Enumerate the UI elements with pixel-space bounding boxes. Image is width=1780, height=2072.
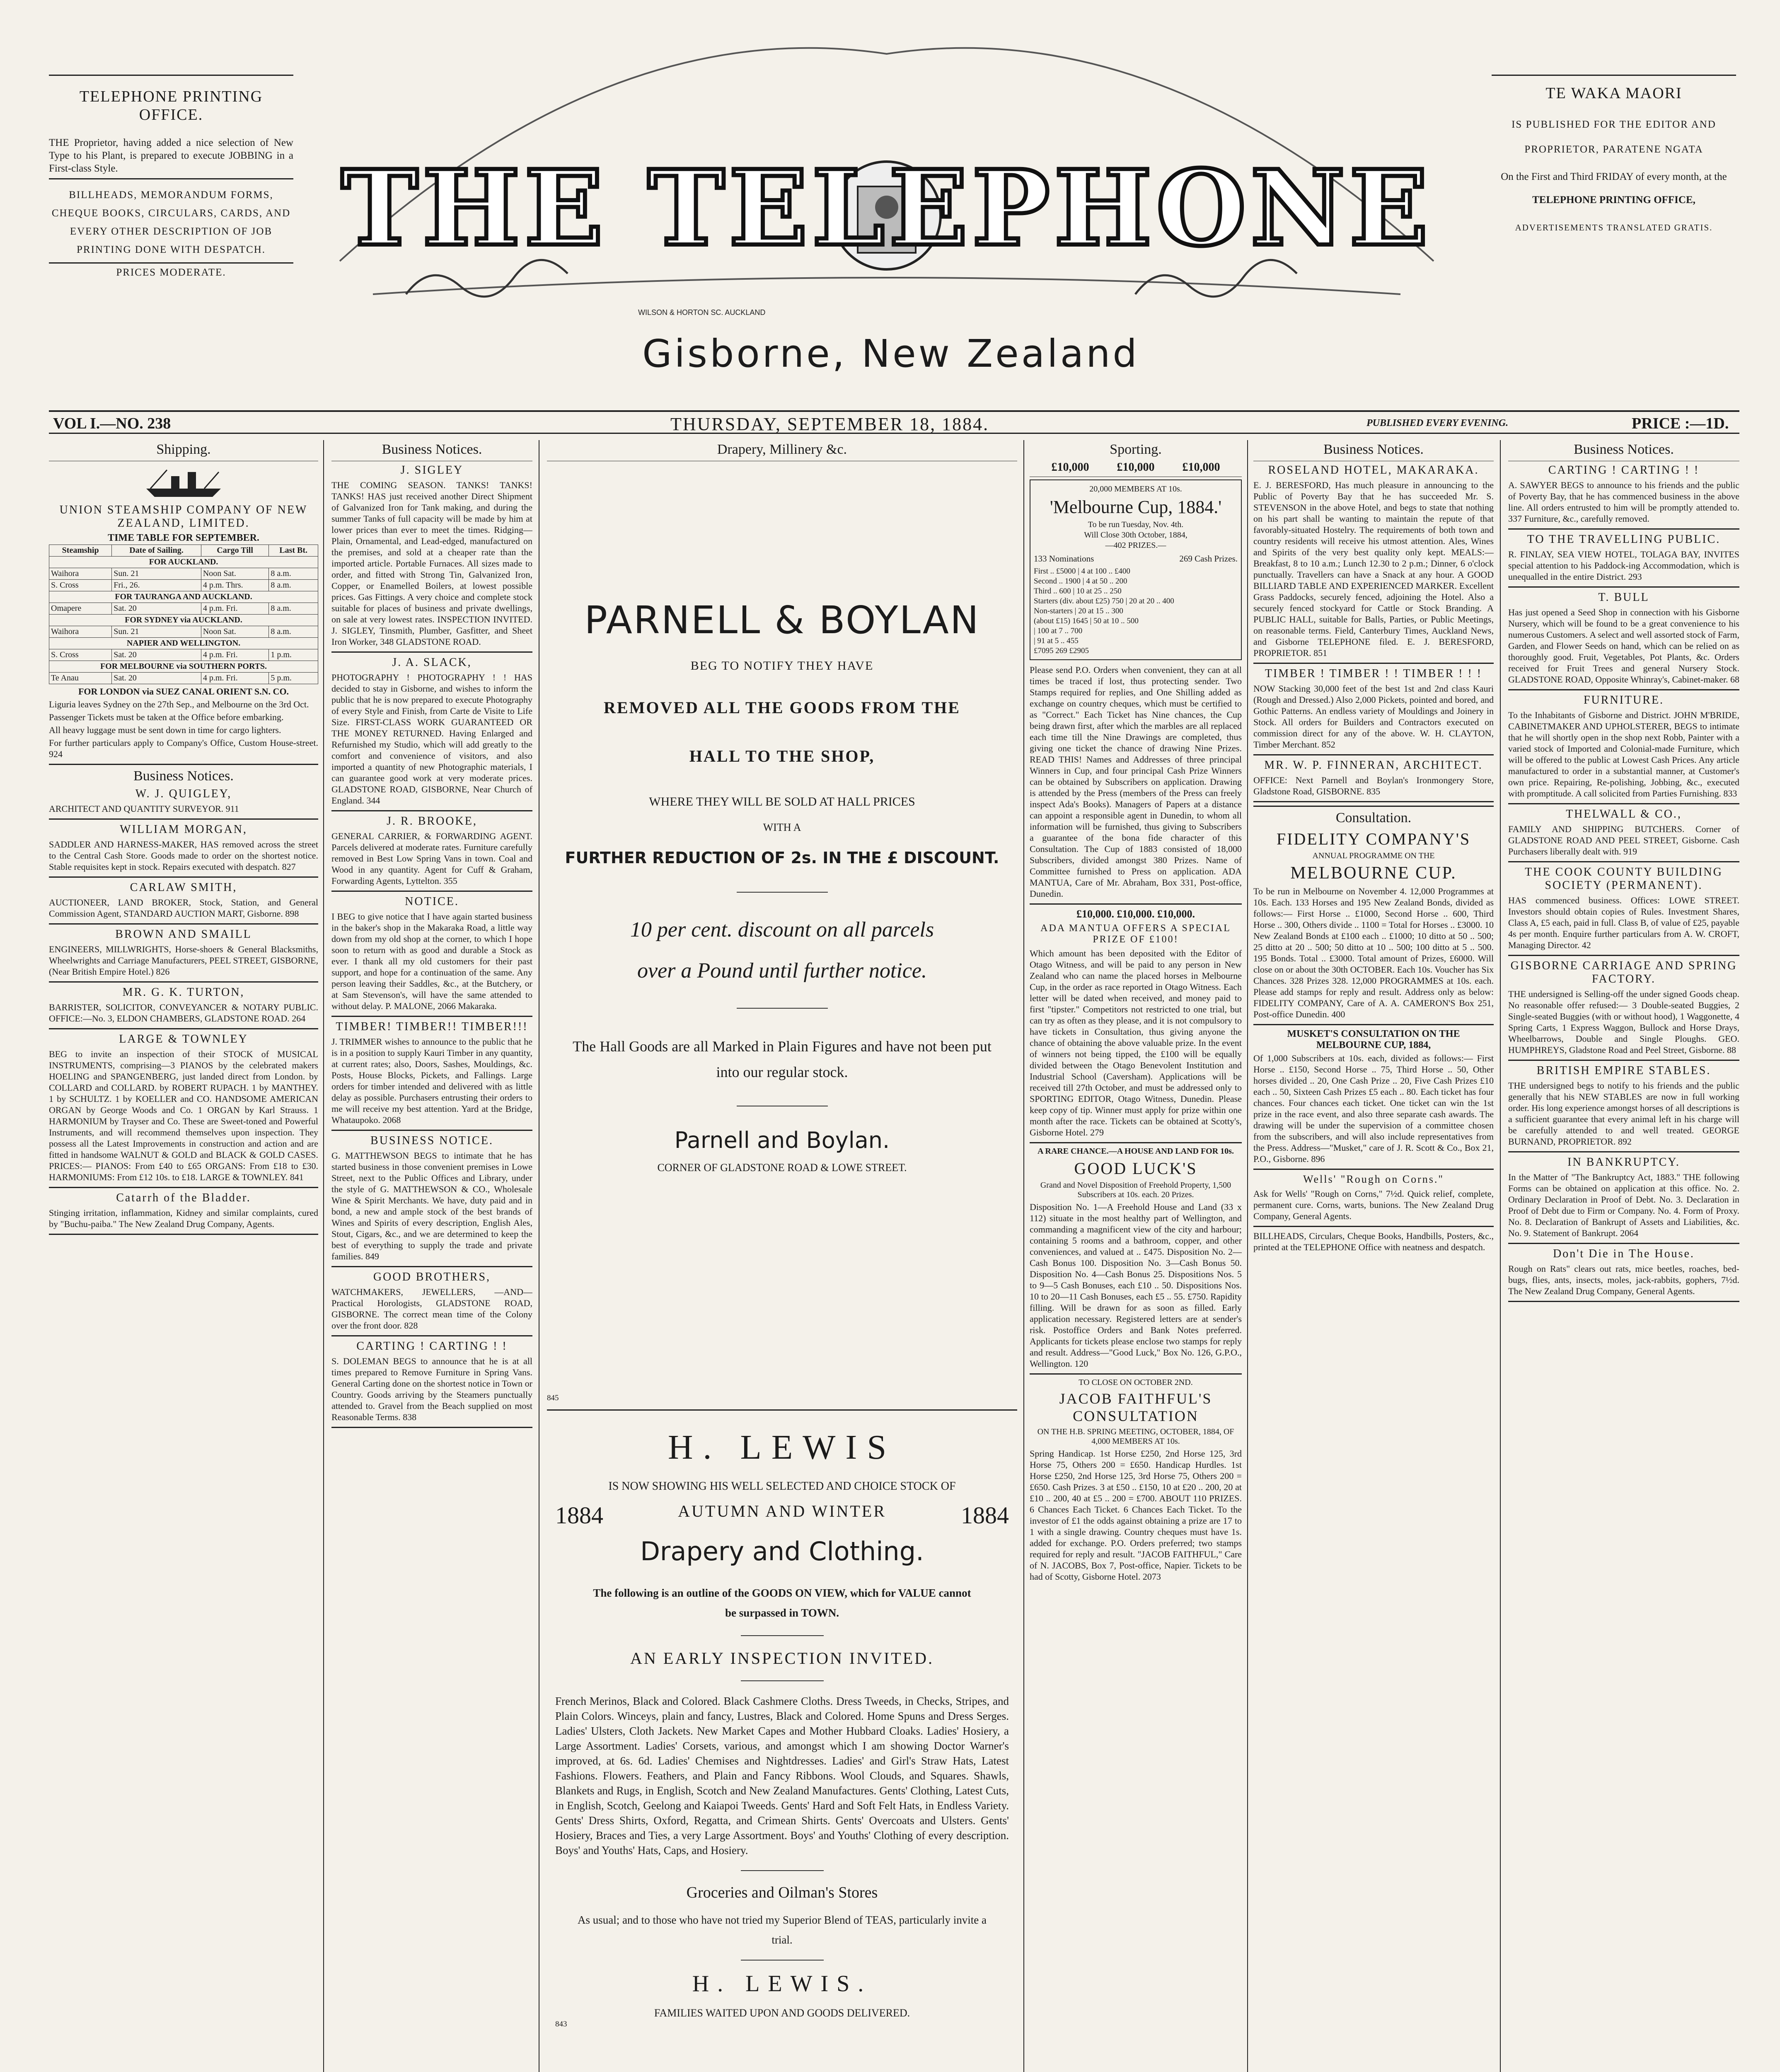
business-ad (331, 656, 532, 806)
ad-title: J. A. SLACK, (392, 656, 472, 669)
ad-title: MR. G. K. TURTON, (122, 986, 245, 999)
prize-line: Second .. 1900 | 4 at 50 .. 200 (1034, 577, 1127, 586)
ad-title: TO THE TRAVELLING PUBLIC. (1527, 533, 1721, 546)
cup-noms: 133 Nominations (1034, 554, 1094, 564)
musket-ad (1253, 1029, 1494, 1164)
business-ad (49, 928, 318, 977)
timetable (49, 545, 318, 684)
ad-title: MUSKET'S CONSULTATION ON THE MELBOURNE CUP, 1884, (1287, 1029, 1460, 1051)
ad-title: J. SIGLEY (400, 464, 464, 477)
ship-note: Liguria leaves Sydney on the 27th Sep., and Melbourne on the 3rd Oct. (49, 699, 309, 709)
table-cell: Waihora (49, 568, 112, 580)
ad-body: GENERAL CARRIER, & FORWARDING AGENT. Parcels delivered at moderate rates. Furniture carefully removed in Best Low Spring Vans in town. Coal and Wood in any quantity. Agent for Cuff & Graham, Forwarding Agents, Lyttelton. 355 (331, 831, 532, 886)
ad-signature: Parnell and Boylan. (674, 1127, 890, 1153)
table-cell: Noon Sat. (201, 626, 269, 638)
ad-title: J. R. BROOKE, (387, 815, 477, 828)
table-row (49, 568, 318, 580)
ad-title: LARGE & TOWNLEY (119, 1033, 248, 1046)
masthead-engraver: WILSON & HORTON SC. AUCKLAND (638, 308, 766, 317)
ad-body: ENGINEERS, MILLWRIGHTS, Horse-shoers & General Blacksmiths, Wheelwrights and Carriage Manufacturers, PEEL STREET, GISBORNE, (Near British Empire Hotel.) 826 (49, 944, 318, 977)
year-left: 1884 (555, 1502, 603, 1529)
route-heading: NAPIER AND WELLINGTON. (49, 638, 318, 649)
ad-line: BEG TO NOTIFY THEY HAVE (690, 659, 874, 673)
ad-close: TO CLOSE ON OCTOBER 2ND. (1079, 1378, 1193, 1387)
ad-body: WATCHMAKERS, JEWELLERS, —AND— Practical Horologists, GLADSTONE ROAD, GISBORNE. The correct mean time of the Colony over the front door. 828 (331, 1287, 532, 1331)
ad-title: TIMBER ! TIMBER ! ! TIMBER ! ! ! (1265, 667, 1483, 680)
hall-goods: The Hall Goods are all Marked in Plain Figures and have not been put into our regular stock. (573, 1038, 992, 1080)
route-heading: FOR SYDNEY via AUCKLAND. (49, 615, 318, 626)
discount-line: over a Pound until further notice. (637, 959, 927, 983)
masthead-title: THE TELEPHONE (341, 147, 1432, 269)
ad-body: Which amount has been deposited with the Editor of Otago Witness, and will be paid to any person in New Zealand who can name the placed horses in Melbourne Cup, in the order as race reported in Otago Witness. Each letter will be dated when received, and money paid to first "tipster." Competitors not restricted to one trial, but can try as often as they please, and it is not compulsory to have tickets in Consultation, thus giving anyone the chance of obtaining the above valuable prize. In the event of winners not being tipped, the £100 will be equally divided between the Otago Benevolent Institution and Industrial School (Caversham). Applications will be received till 27th October, and must be addressed only to SPORTING EDITOR, Otago Witness, Dunedin. Please keep copy of tip. Winner must apply for prize within one month after the race. Tickets can be obtained at Scotty's, Gisborne Hotel. 279 (1030, 948, 1242, 1138)
business-ad (331, 1134, 532, 1262)
steamship-ad (49, 464, 318, 760)
prize-line: Third .. 600 | 10 at 25 .. 250 (1034, 587, 1122, 595)
te-waka-maori-title: TE WAKA MAORI (1545, 85, 1682, 102)
ad-line: WITH A (763, 821, 801, 833)
table-cell: Omapere (49, 603, 112, 615)
ad-title: FURNITURE. (1583, 694, 1664, 707)
business-ad (331, 895, 532, 1012)
table-cell: Noon Sat. (201, 568, 269, 580)
ad-title: CARTING ! CARTING ! ! (356, 1340, 508, 1353)
table-row (49, 673, 318, 684)
ad-title: WILLIAM MORGAN, (120, 823, 247, 836)
ad-title: THELWALL & CO., (1566, 808, 1682, 821)
masthead (0, 0, 1780, 406)
company-name: UNION STEAMSHIP COMPANY OF NEW ZEALAND, LIMITED. (59, 503, 308, 530)
column-business-6 (1508, 440, 1739, 2072)
table-cell: Sun. 21 (112, 626, 201, 638)
section-heading: Business Notices. (382, 442, 482, 457)
ad-title: JACOB FAITHFUL'S CONSULTATION (1059, 1390, 1212, 1424)
table-header: Cargo Till (201, 545, 269, 557)
business-ad (49, 1191, 318, 1230)
ad-cup: MELBOURNE CUP. (1290, 864, 1457, 883)
ad-title: GISBORNE CARRIAGE AND SPRING FACTORY. (1510, 959, 1737, 985)
billheads-ad (1253, 1230, 1494, 1253)
ad-title: BUSINESS NOTICE. (370, 1134, 493, 1147)
ad-body: HAS commenced business. Offices: LOWE STREET. Investors should obtain copies of Rules. Investment Shares, Class A, £5 each, paid in full. Class B, of value of £25, payable 4s per month. Enquire further particulars from A. W. CROFT, Managing Director. 42 (1508, 895, 1739, 950)
ad-number: 845 (547, 1394, 559, 1402)
ad-number: 843 (555, 2020, 567, 2028)
table-cell: Waihora (49, 626, 112, 638)
business-ad (1508, 464, 1739, 524)
ad-title: IN BANKRUPTCY. (1567, 1156, 1680, 1169)
ad-line: HALL TO THE SHOP, (689, 747, 875, 765)
table-cell: Sun. 21 (112, 568, 201, 580)
ad-body: Rough on Rats" clears out rats, mice beetles, roaches, bed-bugs, flies, ants, insects, moles, jack-rabbits, gophers, 7½d. The New Zealand Drug Company, General Agents. (1508, 1264, 1739, 1296)
fidelity-ad (1253, 829, 1494, 1020)
section-heading: Consultation. (1335, 810, 1412, 825)
inspection-invited: AN EARLY INSPECTION INVITED. (630, 1649, 934, 1668)
ad-title: ADA MANTUA OFFERS A SPECIAL PRIZE OF £100! (1040, 923, 1231, 945)
business-ad (49, 787, 318, 814)
ad-body: E. J. BERESFORD, Has much pleasure in announcing to the Public of Poverty Bay that he has succeeded Mr. S. STEVENSON in the above Hotel, and begs to state that nothing on his part shall be wanting to maintain the repute of that favorably-situated Hostelry. The requirements of both town and country residents will receive his utmost attention. Ales, Wines and Spirits of the very best quality only kept. MEALS:—Breakfast, 8 to 10 a.m.; Lunch 12.30 to 2 p.m.; Dinner, 6 o'clock punctually. Travellers can have a Snack at any hour. A GOOD BILLIARD TABLE AND EXPERIENCED MARKER. Excellent Grass Paddocks, securely fenced, adjoining the Hotel. Also a securely fenced stockyard for Cattle or Stock Branding. A PUBLIC HALL, suitable for Balls, Parties, or Public Meetings, on reasonable terms. Field, Canterbury Times, Auckland News, and Gisborne TELEPHONE filed. E. J. BERESFORD, PROPRIETOR. 851 (1253, 480, 1494, 658)
column-business-5 (1253, 440, 1494, 2072)
ad-body: Stinging irritation, inflammation, Kidney and similar complaints, cured by "Buchu-paiba." The New Zealand Drug Company, Agents. (49, 1208, 318, 1229)
business-ad (1508, 533, 1739, 582)
table-header: Last Bt. (269, 545, 318, 557)
ad-title: MR. W. P. FINNERAN, ARCHITECT. (1264, 759, 1483, 772)
business-ad (1253, 667, 1494, 750)
ad-body: Disposition No. 1—A Freehold House and Land (33 x 112) situate in the most healthy part of Wellington, and commanding a magnificent view of the city and harbour; containing 5 rooms and a bathroom, copper, and other conveniences, and valued at .. £475. Disposition No. 2—Cash Bonus 100. Disposition No. 3—Cash Bonus 50. Disposition No. 4—Cash Bonus 25. Dispositions Nos. 5 to 9—5 Cash Bonuses, each £10 .. 50. Dispositions Nos. 10 to 20—11 Cash Bonuses, each £5 .. 55. £750. Rapidity filling. Will be drawn for as soon as filled. Early application necessary. Registered letters are at sender's risk. Postoffice Orders and Bank Notes preferred. Applicants for tickets please enclose two stamps for reply and result. Address—"Good Luck," Box No. 126, G.P.O., Wellington. 120 (1030, 1202, 1242, 1369)
ad-body: BEG to invite an inspection of their STOCK of MUSICAL INSTRUMENTS, comprising—3 PIANOS by the celebrated makers HOELING and SPANGENBERG, just landed direct from London. by COLLARD and COLLARD. by ROBERT RUPACH. 1 by MANTHEY. 1 by SCHULTZ. 1 by KOELLER and CO. HANDSOME AMERICAN ORGAN by George Woods and Co. 1 ORGAN by Karl Strauss. 1 HARMONIUM by Trayser and Co. These are Sweet-toned and Powerful Instruments, and will recommend themselves upon inspection. They possess all the Latest Improvements in construction and action and are fitted in handsome WALNUT & GOLD and BLACK & GOLD CASES. PRICES:— PIANOS: From £40 to £65 ORGANS: From £18 to £30. HARMONIUMS: From £12 10s. to £18. LARGE & TOWNLEY. 841 (49, 1049, 318, 1182)
cup-members: 20,000 MEMBERS AT 10s. (1089, 484, 1182, 494)
prize-line: | 100 at 7 .. 700 (1034, 627, 1083, 635)
business-ad (331, 1271, 532, 1331)
table-cell: 8 a.m. (269, 626, 318, 638)
table-row (49, 649, 318, 661)
prize-line: £7095 269 £2905 (1034, 646, 1089, 655)
table-row (49, 603, 318, 615)
business-ad (1508, 959, 1739, 1055)
business-ad (1508, 1064, 1739, 1147)
cup-text: Please send P.O. Orders when convenient, they can at all times be traced if lost, thus protecting sender. Two Stamps required for replies, and One Shilling added as exchange on country cheques, which must be certified to as "Correct." Each Ticket has Nine chances, the Cup being drawn first, after which the marbles are all replaced each time till the Nine Drawings are completed, thus giving one ticket the chance of drawing Nine Prizes. READ THIS! Names and Addresses of three principal Winners in Cup, and four principal Cash Prize Winners can be obtained by Subscribers on application. Drawing is attended by the Press (members of the Press can freely inspect Ada's Books). Managers of Papers at a distance can appoint a responsible agent in Dunedin, to whom all information will be furnished, thus giving to Subscribers a guarantee of the bona fide character of this Consultation. The Cup of 1883 consisted of 18,000 Subscribers, divided amongst 380 Prizes. Name of Committee furnished to Press on application. ADA MANTUA, Care of Mr. Abraham, Box 331, Post-office, Dunedin. (1030, 665, 1242, 899)
published-note: PUBLISHED EVERY EVENING. (1366, 418, 1509, 428)
cup-title: 'Melbourne Cup, 1884.' (1050, 497, 1222, 517)
ad-title: FIDELITY COMPANY'S (1276, 830, 1471, 848)
table-row (49, 661, 318, 673)
table-cell: 4 p.m. Fri. (201, 603, 269, 615)
ad-sub: ON THE H.B. SPRING MEETING, OCTOBER, 1884, OF 4,000 MEMBERS AT 10s. (1037, 1427, 1234, 1446)
business-ad (1508, 694, 1739, 799)
business-ad (49, 881, 318, 919)
ad-line: WHERE THEY WILL BE SOLD AT HALL PRICES (649, 795, 915, 808)
ad-body: R. FINLAY, SEA VIEW HOTEL, TOLAGA BAY, INVITES special attention to his Paddock-ing Accommodation, which is unequalled in the entire District. 293 (1508, 549, 1739, 582)
cup-ad (1030, 479, 1242, 660)
ad-body: THE undersigned is Selling-off the under signed Goods cheap. No reasonable offer refused:— 3 Double-seated Buggies, 2 Single-seated Buggies (with or without hood), 1 Waggonette, 4 Spring Carts, 1 Express Waggon, Bullock and Horse Drays, Wheelbarrows, Double and Single Ploughs. GEO. HUMPHREYS, Gladstone Road and Peel Street, Gisborne. 88 (1508, 989, 1739, 1055)
ad-body: OFFICE: Next Parnell and Boylan's Ironmongery Store, Gladstone Road, GISBORNE. 835 (1253, 775, 1494, 796)
table-cell: 4 p.m. Thrs. (201, 580, 269, 591)
volume-number: VOL I.—NO. 238 (53, 415, 171, 432)
ad-sub: Grand and Novel Disposition of Freehold Property, 1,500 Subscribers at 10s. each. 20 Prizes. (1040, 1181, 1231, 1199)
issue-date: THURSDAY, SEPTEMBER 18, 1884. (670, 414, 989, 434)
money-row: £10,000 £10,000 £10,000 (1051, 461, 1220, 474)
ad-body: Has just opened a Seed Shop in connection with his Gisborne Nursery, which will be found to be a great convenience to his numerous Customers. A select and well assorted stock of Farm, Garden, and Flower Seeds on hand, which can be relied on as thoroughly good. Fruit, Vegetables, Pot Plants, &c. Orders received for Fruit Trees and general Nursery Stock. GLADSTONE ROAD, Opposite Whinray's, Cabinet-maker. 68 (1508, 607, 1739, 685)
ad-body: SADDLER AND HARNESS-MAKER, HAS removed across the street to the Central Cash Store. Goods made to order on the shortest notice. Stable requisites kept in stock. Repairs executed with despatch. 827 (49, 839, 318, 872)
business-ad (1253, 759, 1494, 797)
business-ad (49, 823, 318, 872)
column-shipping (49, 440, 318, 2072)
business-ad (1508, 1156, 1739, 1239)
ad-body: THE undersigned begs to notify to his friends and the public generally that his NEW STABLES are now in full working order. His long experience amongst horses of all descriptions is a sufficient guarantee that every animal left in his charge will be carefully attended to and well treated. GEORGE BURNAND, PROPRIETOR. 892 (1508, 1080, 1739, 1147)
table-cell: S. Cross (49, 649, 112, 661)
ad-body: NOW Stacking 30,000 feet of the best 1st and 2nd class Kauri (Rough and Dressed.) Also 2,000 Pickets, pointed and bored, and Gothic Patterns. An endless variety of Mouldings and Joinery in Stock. All orders for Builders and Contractors executed on commission direct for any of the above. W. H. CLAYTON, Timber Merchant. 852 (1253, 683, 1494, 750)
table-row (49, 580, 318, 591)
groceries: Groceries and Oilman's Stores (686, 1884, 878, 1901)
route-heading: FOR AUCKLAND. (49, 557, 318, 568)
printing-office-line: THE Proprietor, having added a nice selection of New Type to his Plant, is prepared to execute JOBBING in a First-class Style. (49, 137, 293, 174)
table-cell: 8 a.m. (269, 603, 318, 615)
printing-office-line: BILLHEADS, MEMORANDUM FORMS, CHEQUE BOOKS, CIRCULARS, CARDS, AND EVERY OTHER DESCRIPTION OF JOB PRINTING DONE WITH DESPATCH. (51, 189, 291, 255)
table-cell: 4 p.m. Fri. (201, 673, 269, 684)
wells-ad (1253, 1173, 1494, 1222)
table-row (49, 591, 318, 603)
ad-body: PHOTOGRAPHY ! PHOTOGRAPHY ! ! HAS decided to stay in Gisborne, and wishes to inform the public that he is now prepared to execute Photography of every Style and Finish, from Carte de Visite to Life Size. FIRST-CLASS WORK GUARANTEED OR THE MONEY RETURNED. Having Enlarged and Refurnished my Studio, which will add greatly to the comfort and convenience of visitors, and also imported a quantity of new Photographic materials, I can guarantee good work at very moderate prices. GLADSTONE ROAD, GISBORNE, Near Church of England. 344 (331, 672, 532, 806)
cup-run: To be run Tuesday, Nov. 4th. (1088, 520, 1184, 529)
printing-office-title: TELEPHONE PRINTING OFFICE. (79, 88, 263, 123)
ad-body: ARCHITECT AND QUANTITY SURVEYOR. 911 (49, 804, 239, 814)
ship-note: Passenger Tickets must be taken at the Office before embarking. (49, 712, 284, 722)
business-ad (1508, 591, 1739, 685)
ada-ad (1030, 908, 1242, 1138)
prize-line: | 91 at 5 .. 455 (1034, 637, 1079, 645)
ad-body: BARRISTER, SOLICITOR, CONVEYANCER & NOTARY PUBLIC. OFFICE:—No. 3, ELDON CHAMBERS, GLADSTONE ROAD. 264 (49, 1002, 318, 1024)
business-ad (49, 986, 318, 1024)
section-heading: Business Notices. (1574, 442, 1674, 457)
ad-body: Ask for Wells' "Rough on Corns," 7½d. Quick relief, complete, permanent cure. Corns, warts, bunions. The New Zealand Drug Company, General Agents. (1253, 1188, 1494, 1221)
table-row (49, 615, 318, 626)
ad-body: To the Inhabitants of Gisborne and District. JOHN M'BRIDE, CABINETMAKER AND UPHOLSTERER, BEGS to intimate that he will shortly open in the shop next Robb, Painter with a varied stock of Imported and Colonial-made Furniture, which will be offered to the public at Lowest Cash Prices. Any article manufactured to order in a substantial manner, at Customer's own price. Repairing, Re-polishing, Jobbing, &c., executed with promptitude. A call solicited from Parties Furnishing. 833 (1508, 710, 1739, 799)
outline-text: The following is an outline of the GOODS ON VIEW, which for VALUE cannot be surpassed in TOWN. (593, 1587, 971, 1619)
table-cell: S. Cross (49, 580, 112, 591)
steamship-icon (142, 464, 225, 501)
business-ad (331, 815, 532, 886)
ad-title: ROSELAND HOTEL, MAKARAKA. (1268, 464, 1479, 477)
ad-title: CARLAW SMITH, (130, 881, 237, 894)
ad-title: GOOD BROTHERS, (373, 1271, 491, 1283)
jacob-ad (1030, 1378, 1242, 1582)
ship-note: All heavy luggage must be sent down in time for cargo lighters. (49, 725, 281, 735)
ad-title: TIMBER! TIMBER!! TIMBER!!! (336, 1020, 528, 1033)
goods-list: French Merinos, Black and Colored. Black Cashmere Cloths. Dress Tweeds, in Checks, Stripes, and Plain Colors. Winceys, plain and fancy, Lustres, Black and Colored. Home Spuns and Dress Serges. Ladies' Ulsters, Cloth Jackets. New Market Capes and Mother Hubbard Cloaks. Ladies' Hosiery, a Large Assortment. Ladies' Corsets, various, and amongst which I am showing Doctor Warner's improved, at 6s. 6d. Ladies' Chemises and Nightdresses. Ladies' and Girl's Straw Hats, Latest Fashions. Flowers. Feathers, and Plain and Fancy Ribbons. Wool Clouds, and Squares. Shawls, Blankets and Rugs, in English, Scotch and New Zealand Manufactures. Gents' Clothing, Latest Cuts, in English, Scotch, Geelong and Kaiapoi Tweeds. Gents' Hard and Soft Felt Hats, in Endless Variety. Gents' Dress Shirts, Oxford, Regatta, and Crimean Shirts. Gents' Overcoats and Ulsters. Gents' Hosiery, Braces and Ties, a very Large Assortment. Boys' and Youths' Clothing of every description. Boys' and Youths' Hats, Caps, and Hosiery. (555, 1695, 1009, 1857)
cup-close: Will Close 30th October, 1884, (1084, 530, 1187, 540)
business-ad (1508, 808, 1739, 857)
business-ad (331, 1340, 532, 1423)
ad-body: BILLHEADS, Circulars, Cheque Books, Handbills, Posters, &c., printed at the TELEPHONE Office with neatness and despatch. (1253, 1231, 1494, 1252)
money-row: £10,000. £10,000. £10,000. (1076, 908, 1195, 920)
ad-body: G. MATTHEWSON BEGS to intimate that he has started business in those convenient premises in Lowe Street, next to the Public Offices and Library, under the style of G. MATTHEWSON & CO., Wholesale Wine & Spirit Merchants. We have, duty paid and in bond, a new and ample stock of the best brands of Wines and Spirits of every description, English Ales, Stout, Cigars, &c., and we are determined to keep the best of everything to supply the trade and private families. 849 (331, 1150, 532, 1261)
table-row (49, 638, 318, 649)
ad-body: S. DOLEMAN BEGS to announce that he is at all times prepared to Remove Furniture in Spring Vans. General Carting done on the shortest notice in Town or Country. Goods arriving by the Steamers punctually attended to. Gravel from the Beach supplied on most Reasonable Terms. 838 (331, 1356, 532, 1422)
printing-office-box (49, 75, 293, 333)
masthead-place: Gisborne, New Zealand (642, 332, 1139, 376)
te-waka-maori-line: TELEPHONE PRINTING OFFICE, (1532, 194, 1695, 206)
table-cell: Fri., 26. (112, 580, 201, 591)
ad-title: CARTING ! CARTING ! ! (1548, 464, 1700, 477)
ad-body: Spring Handicap. 1st Horse £250, 2nd Horse 125, 3rd Horse 75, Others 200 = £650. Handicap Hurdles. 1st Horse £250, 2nd Horse 125, 3rd Horse 75, Others 200 = £650. Cash Prizes. 3 at £50 .. £150, 10 at £20 .. 200, 20 at £10 .. 200, 40 at £5 .. 200 = £700. ABOUT 110 PRIZES. 6 Chances Each Ticket. 6 Chances Each Ticket. To the investor of £1 the odds against obtaining a prize are 17 to 1 with a single drawing. Country cheques must have 1s. added for exchange. P.O. Orders preferred; two stamps required for reply and result. "JACOB FAITHFUL," Care of N. JACOBS, Box 7, Post-office, Napier. Tickets to be had of Scotty, Gisborne Hotel. 2073 (1030, 1448, 1242, 1582)
prize-line: (about £15) 1645 | 50 at 10 .. 500 (1034, 617, 1139, 625)
prize-line: Non-starters | 20 at 15 .. 300 (1034, 607, 1123, 615)
ad-signature: H. LEWIS. (692, 1971, 872, 1997)
dateline (49, 410, 1739, 434)
ad-title: Catarrh of the Bladder. (116, 1191, 251, 1204)
te-waka-maori-box (1492, 75, 1736, 333)
ad-body: In the Matter of "The Bankruptcy Act, 1883." THE following Forms can be obtained on application at this office. No. 2. Ordinary Declaration in Proof of Debt. No. 3. Declaration in Proof of Debt due to Firm or Company. No. 4. Form of Proxy. No. 8. Declaration of Bankrupt of Assets and Liabilities, &c. No. 9. Statement of Bankrupt. 2064 (1508, 1172, 1739, 1238)
ad-body: FAMILY AND SHIPPING BUTCHERS. Corner of GLADSTONE ROAD AND PEEL STREET, Gisborne. Cash Purchasers liberally dealt with. 919 (1508, 824, 1739, 857)
ad-title: W. J. QUIGLEY, (135, 787, 232, 800)
parnell-boylan-ad (547, 598, 1017, 1406)
ad-body: A. SAWYER BEGS to announce to his friends and the public of Poverty Bay, that he has commenced business in the above line. All orders entrusted to him will be promptly attended to. 337 Furniture, &c., carefully removed. (1508, 480, 1739, 524)
business-ad (1253, 464, 1494, 658)
price: PRICE :—1D. (1632, 415, 1729, 432)
ad-body: AUCTIONEER, LAND BROKER, Stock, Station, and General Commission Agent, STANDARD AUCTION MART, Gisborne. 898 (49, 897, 318, 919)
table-cell: 8 a.m. (269, 580, 318, 591)
section-heading: Business Notices. (133, 768, 234, 784)
masthead-title-art (323, 29, 1450, 319)
year-right: 1884 (961, 1502, 1009, 1529)
lewis-ad (547, 1427, 1017, 2029)
ad-line: IS NOW SHOWING HIS WELL SELECTED AND CHOICE STOCK OF (608, 1480, 956, 1493)
ad-title: GOOD LUCK'S (1074, 1159, 1197, 1178)
table-cell: 4 p.m. Fri. (201, 649, 269, 661)
timetable-title: TIME TABLE FOR SEPTEMBER. (108, 533, 259, 543)
printing-office-line: PRICES MODERATE. (116, 267, 226, 278)
table-cell: 5 p.m. (269, 673, 318, 684)
ad-body: Of 1,000 Subscribers at 10s. each, divided as follows:— First Horse .. £150, Second Horse .. 75, Third Horse .. 50, Other horses divided .. 20, One Cash Prize .. 20, Five Cash Prizes £10 each .. 50, Sixteen Cash Prizes £5 each .. 80. Each ticket has four chances. Four chances each ticket. One ticket can win the 1st prize in the race event, and also three separate cash awards. The drawing will be under the supervision of a committee chosen from the subscribers, and will also include representatives from the Press. Address—"Musket," care of J. R. Scott & Co., Box 21, P.O., Gisborne. 896 (1253, 1053, 1494, 1164)
route-heading: FOR MELBOURNE via SOUTHERN PORTS. (49, 661, 318, 673)
business-ad (1508, 866, 1739, 951)
ad-title: THE COOK COUNTY BUILDING SOCIETY (PERMANENT). (1525, 866, 1723, 892)
table-row (49, 626, 318, 638)
table-row (49, 557, 318, 568)
season: AUTUMN AND WINTER (678, 1502, 886, 1520)
ship-note: For further particulars apply to Company's Office, Custom House-street. 924 (49, 738, 318, 759)
ad-sub: ANNUAL PROGRAMME ON THE (1312, 851, 1435, 860)
ad-body: To be run in Melbourne on November 4. 12,000 Programmes at 10s. Each. 133 Horses and 195 New Zealand Bonds, divided as follows:— First Horse .. £1000, Second Horse .. 600, Third Horse .. 300, Others divide .. 1100 = Total for Horses .. £3000. 10 New Zealand Bonds at £100 each .. £1000; 10 ditto at 50 .. 500; 25 ditto at 20 .. 500; 50 ditto at 10 .. 500; 100 ditto at 5 .. 500. 195 Bonds. Total .. £3000. Total amount of Prizes, £6000. Will close on or about the 30th OCTOBER. Each 10s. Voucher has Six Chances. 328 Prizes 328. 12,000 PROGRAMMES at 10s. each. Please add stamps for reply and result. Address only as below: FIDELITY COMPANY, Care of A. A. CAMERON'S Box 251, Post-office Dunedin. 400 (1253, 886, 1494, 1019)
ad-title: H. LEWIS (668, 1428, 897, 1467)
ad-title: T. BULL (1598, 591, 1649, 604)
column-drapery (547, 440, 1017, 2072)
business-ad (331, 464, 532, 647)
table-header: Date of Sailing. (112, 545, 201, 557)
table-cell: 8 a.m. (269, 568, 318, 580)
ad-body: J. TRIMMER wishes to announce to the public that he is in a position to supply Kauri Timber in any quantity, at current rates; also, Doors, Sashes, Mouldings, &c. Posts, House Blocks, Pickets, and Fallings. Large orders for timber intended and delivered with as little delay as possible. Purchasers entrusting their orders to me will receive my best attention. Yard at the Bridge, Whataupoko. 2068 (331, 1036, 532, 1125)
ad-line: REMOVED ALL THE GOODS FROM THE (604, 698, 960, 717)
table-cell: Sat. 20 (112, 603, 201, 615)
ad-title: A RARE CHANCE.—A HOUSE AND LAND FOR 10s. (1038, 1147, 1234, 1156)
ad-address: CORNER OF GLADSTONE ROAD & LOWE STREET. (657, 1162, 907, 1174)
section-heading: Drapery, Millinery &c. (717, 442, 847, 457)
route-heading: FOR TAURANGA AND AUCKLAND. (49, 591, 318, 603)
ad-title: PARNELL & BOYLAN (584, 598, 980, 642)
section-heading: Sporting. (1110, 442, 1162, 457)
te-waka-maori-line: On the First and Third FRIDAY of every month, at the (1501, 171, 1727, 182)
section-heading: Business Notices. (1323, 442, 1424, 457)
column-sporting (1030, 440, 1242, 2072)
table-header: Steamship (49, 545, 112, 557)
prize-line: Starters (div. about £25) 750 | 20 at 20 .. 400 (1034, 597, 1174, 605)
cup-prizes: —402 PRIZES.— (1105, 541, 1166, 550)
ad-title: Wells' "Rough on Corns." (1303, 1173, 1444, 1185)
teas-text: As usual; and to those who have not tried my Superior Blend of TEAS, particularly invite a trial. (577, 1914, 987, 1946)
ad-title: BRITISH EMPIRE STABLES. (1536, 1064, 1711, 1077)
ad-body: I BEG to give notice that I have again started business in the baker's shop in the Makaraka Road, a little way down from my old shop at the corner, to which I hope soon to return with as good and durable a Stock as ever. I thank all my old customers for their past support, and hope for a continuation of the same. Any person leaving their Saddles, &c., at the Butchery, or at Sam Stevenson's, will have the same attended to without delay. P. MALONE, 2066 Makaraka. (331, 911, 532, 1011)
business-ad (49, 1033, 318, 1183)
drapery-clothing: Drapery and Clothing. (640, 1536, 924, 1566)
ad-body: THE COMING SEASON. TANKS! TANKS! TANKS! HAS just received another Direct Shipment of Galvanized Iron for Tank making, and during the summer Tanks of full capacity will be made by him at lower prices than ever to meet the times. Ridging—Plain, Ornamental, and Lead-edged, manufactured on the premises, and sold at a cheaper rate than the imported article. Portable Furnaces. All sizes made to order, and fitted with Strong Tin, Galvanized Iron, Copper, or Enamelled Boilers, at lowest possible prices. Gas Fittings. A very choice and complete stock suitable for places of business and private dwellings, on sale at very lowest rates. INSPECTION INVITED. J. SIGLEY, Tinsmith, Plumber, Gasfitter, and Sheet Iron Worker, 348 GLADSTONE ROAD. (331, 480, 532, 647)
te-waka-maori-line: ADVERTISEMENTS TRANSLATED GRATIS. (1515, 223, 1713, 232)
ad-title: BROWN AND SMAILL (115, 928, 252, 941)
ad-address: FAMILIES WAITED UPON AND GOODS DELIVERED. (654, 2007, 910, 2019)
table-cell: Sat. 20 (112, 673, 201, 684)
column-business-2 (331, 440, 532, 2072)
table-cell: 1 p.m. (269, 649, 318, 661)
ad-line: FURTHER REDUCTION OF 2s. IN THE £ DISCOUNT. (565, 849, 999, 867)
section-heading: Shipping. (156, 442, 211, 457)
ad-title: Don't Die in The House. (1553, 1247, 1695, 1260)
cup-noms: 269 Cash Prizes. (1179, 554, 1238, 564)
ship-note: FOR LONDON via SUEZ CANAL ORIENT S.N. CO. (78, 686, 289, 697)
te-waka-maori-line: IS PUBLISHED FOR THE EDITOR AND PROPRIETOR, PARATENE NGATA (1512, 119, 1716, 155)
discount-line: 10 per cent. discount on all parcels (630, 918, 934, 942)
ad-title: NOTICE. (405, 895, 459, 908)
business-ad (1508, 1247, 1739, 1297)
business-ad (331, 1020, 532, 1126)
goodluck-ad (1030, 1147, 1242, 1369)
prize-line: First .. £5000 | 4 at 100 .. £400 (1034, 567, 1130, 576)
table-cell: Te Anau (49, 673, 112, 684)
table-cell: Sat. 20 (112, 649, 201, 661)
